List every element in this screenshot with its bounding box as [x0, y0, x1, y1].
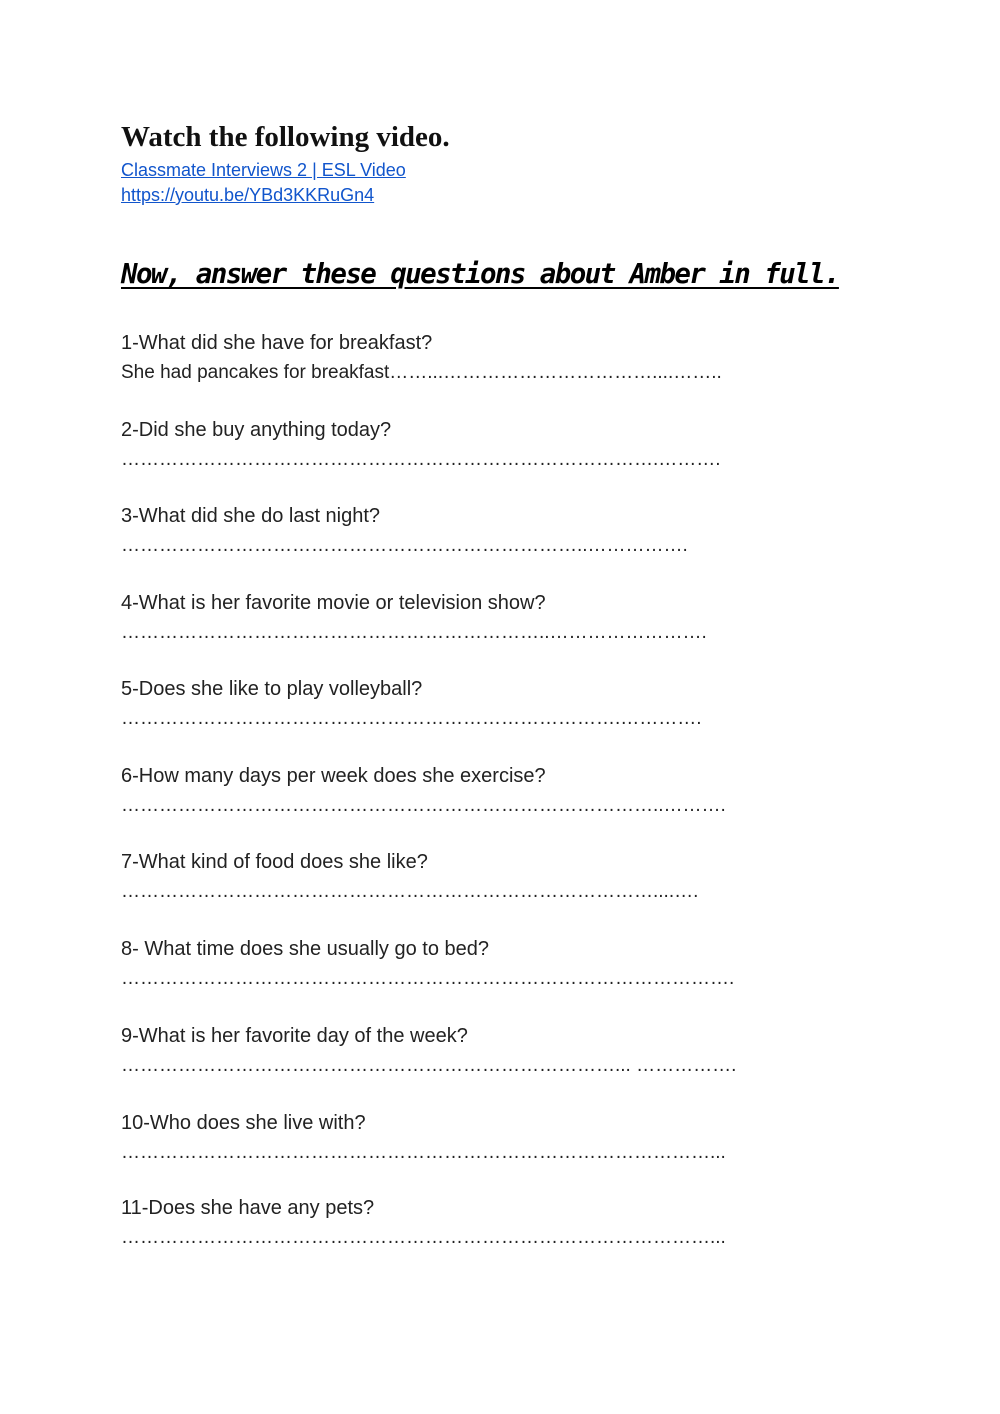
answer-line: …………………………………………………………..……………………. — [121, 622, 707, 643]
answer-line: ………………………………………………………………………….………. — [121, 449, 721, 470]
question-item-9 — [121, 1021, 881, 1081]
question-item-4 — [121, 588, 881, 648]
question-item-6 — [121, 761, 881, 821]
question-text: 6-How many days per week does she exercise? — [121, 765, 546, 787]
question-text: 10-Who does she live with? — [121, 1112, 366, 1134]
answer-line: …………………………………………………………………………..………. — [121, 795, 726, 816]
question-text: 7-What kind of food does she like? — [121, 851, 428, 873]
question-item-10 — [121, 1108, 881, 1168]
answer-line: …………………………………………………………………………………... — [121, 1142, 726, 1163]
question-text: 3-What did she do last night? — [121, 505, 381, 527]
question-text: 9-What is her favorite day of the week? — [121, 1025, 468, 1047]
answer-line: ……………………………………………………………………... ……………. — [121, 1055, 737, 1076]
answer-line: ………………………………………………………………..……………. — [121, 535, 688, 556]
answer-line: …………………………………………………………………………....…. — [121, 881, 699, 902]
question-item-11 — [121, 1193, 881, 1253]
answer-line: She had pancakes for breakfast……...……………………………....…….. — [121, 362, 722, 383]
question-item-1 — [121, 328, 881, 388]
question-text: 1-What did she have for breakfast? — [121, 332, 433, 354]
video-url-link[interactable]: https://youtu.be/YBd3KKRuGn4 — [121, 185, 375, 205]
answer-line: …………………………………………………………………………………... — [121, 1227, 726, 1248]
answer-line: ……………………………………………………………………………………. — [121, 968, 735, 989]
answer-line: …………………………………………………………………….…………. — [121, 708, 702, 729]
question-text: 4-What is her favorite movie or television show? — [121, 592, 546, 614]
question-item-2 — [121, 415, 881, 475]
question-text: 2-Did she buy anything today? — [121, 419, 392, 441]
question-item-8 — [121, 934, 881, 994]
question-text: 5-Does she like to play volleyball? — [121, 678, 423, 700]
video-title-link[interactable]: Classmate Interviews 2 | ESL Video — [121, 160, 406, 180]
question-text: 8- What time does she usually go to bed? — [121, 938, 489, 960]
question-item-7 — [121, 847, 881, 907]
question-item-5 — [121, 674, 881, 734]
page-title: Watch the following video. — [121, 121, 450, 153]
question-item-3 — [121, 501, 881, 561]
instruction-heading: Now, answer these questions about Amber in full. — [121, 258, 839, 290]
question-text: 11-Does she have any pets? — [121, 1197, 375, 1219]
